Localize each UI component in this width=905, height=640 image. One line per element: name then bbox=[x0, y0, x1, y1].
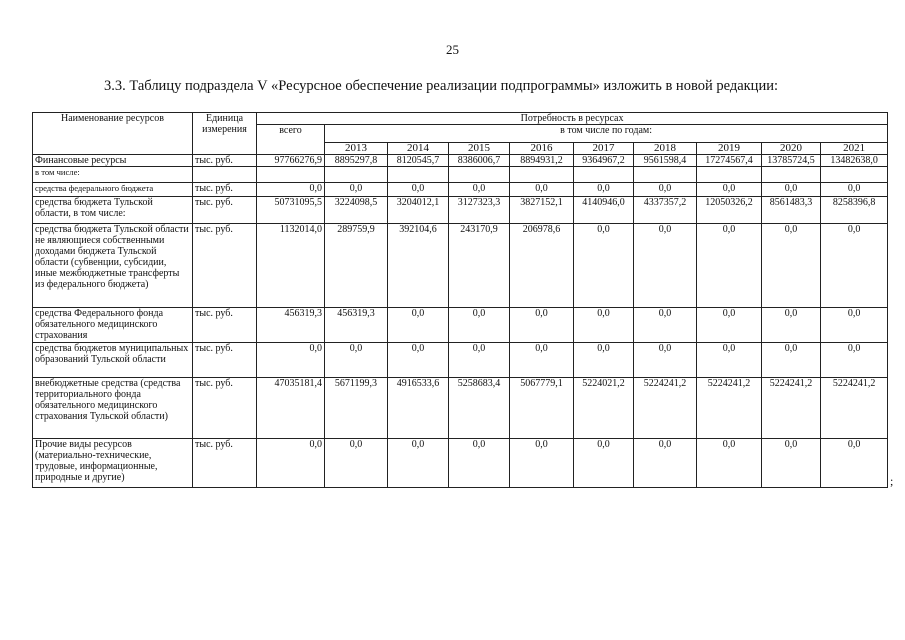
row-name: в том числе: bbox=[33, 167, 193, 183]
row-name: Финансовые ресурсы bbox=[33, 155, 193, 167]
row-year-value: 0,0 bbox=[449, 183, 510, 197]
table-row bbox=[33, 343, 888, 378]
row-year-value: 3204012,1 bbox=[388, 197, 449, 224]
row-year-value: 13785724,5 bbox=[762, 155, 821, 167]
row-unit: тыс. руб. bbox=[193, 224, 257, 308]
row-year-value: 0,0 bbox=[325, 183, 388, 197]
row-year-value: 0,0 bbox=[634, 183, 697, 197]
row-name: средства бюджетов муниципальных образований Тульской области bbox=[33, 343, 193, 378]
row-year-value: 0,0 bbox=[762, 183, 821, 197]
header-need: Потребность в ресурсах bbox=[257, 113, 888, 125]
table-row bbox=[33, 378, 888, 439]
header-year: 2014 bbox=[388, 143, 449, 155]
row-year-value: 392104,6 bbox=[388, 224, 449, 308]
row-name: средства Федерального фонда обязательного медицинского страхования bbox=[33, 308, 193, 343]
row-year-value: 9364967,2 bbox=[574, 155, 634, 167]
header-unit: Единица измерения bbox=[193, 113, 257, 155]
row-name: внебюджетные средства (средства территориального фонда обязательного медицинского страхования Тульской области) bbox=[33, 378, 193, 439]
row-year-value: 0,0 bbox=[510, 439, 574, 488]
row-year-value: 5224241,2 bbox=[697, 378, 762, 439]
row-unit: тыс. руб. bbox=[193, 197, 257, 224]
row-year-value: 0,0 bbox=[574, 343, 634, 378]
row-year-value: 0,0 bbox=[510, 343, 574, 378]
row-year-value: 0,0 bbox=[762, 343, 821, 378]
row-year-value: 0,0 bbox=[388, 439, 449, 488]
row-year-value: 0,0 bbox=[762, 439, 821, 488]
row-year-value: 0,0 bbox=[697, 343, 762, 378]
row-year-value: 0,0 bbox=[821, 183, 888, 197]
row-unit: тыс. руб. bbox=[193, 155, 257, 167]
table-row bbox=[33, 308, 888, 343]
row-unit: тыс. руб. bbox=[193, 343, 257, 378]
row-year-value: 8258396,8 bbox=[821, 197, 888, 224]
row-year-value: 5067779,1 bbox=[510, 378, 574, 439]
row-total: 97766276,9 bbox=[257, 155, 325, 167]
header-by-years: в том числе по годам: bbox=[325, 125, 888, 143]
header-year: 2020 bbox=[762, 143, 821, 155]
row-year-value: 8894931,2 bbox=[510, 155, 574, 167]
row-unit: тыс. руб. bbox=[193, 378, 257, 439]
row-unit: тыс. руб. bbox=[193, 439, 257, 488]
row-year-value: 0,0 bbox=[574, 183, 634, 197]
row-year-value: 0,0 bbox=[634, 224, 697, 308]
row-total: 456319,3 bbox=[257, 308, 325, 343]
row-year-value: 8895297,8 bbox=[325, 155, 388, 167]
row-total: 50731095,5 bbox=[257, 197, 325, 224]
resource-table bbox=[32, 112, 888, 488]
row-year-value: 0,0 bbox=[697, 224, 762, 308]
row-year-value: 5224241,2 bbox=[821, 378, 888, 439]
header-year: 2015 bbox=[449, 143, 510, 155]
row-name: средства бюджета Тульской области не являющиеся собственными доходами бюджета Тульской области (субвенции, субсидии, иные межбюджетные трансферты из федерального бюджета) bbox=[33, 224, 193, 308]
row-year-value: 0,0 bbox=[821, 343, 888, 378]
table-row bbox=[33, 167, 888, 183]
header-year: 2018 bbox=[634, 143, 697, 155]
row-year-value bbox=[388, 167, 449, 183]
header-year: 2016 bbox=[510, 143, 574, 155]
row-year-value: 4916533,6 bbox=[388, 378, 449, 439]
row-year-value bbox=[697, 167, 762, 183]
page-number: 25 bbox=[446, 42, 459, 57]
row-year-value: 0,0 bbox=[510, 308, 574, 343]
row-year-value: 456319,3 bbox=[325, 308, 388, 343]
row-year-value: 243170,9 bbox=[449, 224, 510, 308]
row-year-value bbox=[634, 167, 697, 183]
row-name: средства федерального бюджета bbox=[33, 183, 193, 197]
row-year-value bbox=[574, 167, 634, 183]
row-year-value: 13482638,0 bbox=[821, 155, 888, 167]
row-year-value: 5671199,3 bbox=[325, 378, 388, 439]
row-year-value bbox=[821, 167, 888, 183]
header-total: всего bbox=[257, 125, 325, 155]
row-total: 0,0 bbox=[257, 183, 325, 197]
header-year: 2021 bbox=[821, 143, 888, 155]
row-total: 0,0 bbox=[257, 343, 325, 378]
row-year-value: 0,0 bbox=[388, 343, 449, 378]
header-year: 2019 bbox=[697, 143, 762, 155]
section-heading: 3.3. Таблицу подраздела V «Ресурсное обеспечение реализации подпрограммы» изложить в новой редакции: bbox=[104, 78, 778, 94]
row-name: средства бюджета Тульской области, в том числе: bbox=[33, 197, 193, 224]
row-year-value: 0,0 bbox=[449, 439, 510, 488]
row-year-value: 0,0 bbox=[325, 439, 388, 488]
row-year-value: 0,0 bbox=[510, 183, 574, 197]
row-year-value: 0,0 bbox=[821, 224, 888, 308]
row-total: 1132014,0 bbox=[257, 224, 325, 308]
row-year-value: 3127323,3 bbox=[449, 197, 510, 224]
row-year-value: 17274567,4 bbox=[697, 155, 762, 167]
row-year-value: 0,0 bbox=[388, 308, 449, 343]
row-year-value: 3827152,1 bbox=[510, 197, 574, 224]
row-total bbox=[257, 167, 325, 183]
row-total: 0,0 bbox=[257, 439, 325, 488]
row-name: Прочие виды ресурсов (материально-технические, трудовые, информационные, природные и другие) bbox=[33, 439, 193, 488]
row-year-value: 8386006,7 bbox=[449, 155, 510, 167]
row-year-value bbox=[762, 167, 821, 183]
row-year-value: 0,0 bbox=[388, 183, 449, 197]
row-year-value: 5224021,2 bbox=[574, 378, 634, 439]
row-year-value: 0,0 bbox=[574, 439, 634, 488]
row-year-value: 0,0 bbox=[697, 308, 762, 343]
row-year-value bbox=[449, 167, 510, 183]
row-unit: тыс. руб. bbox=[193, 308, 257, 343]
row-year-value: 0,0 bbox=[634, 439, 697, 488]
row-year-value bbox=[510, 167, 574, 183]
row-year-value: 0,0 bbox=[762, 308, 821, 343]
header-year: 2017 bbox=[574, 143, 634, 155]
row-year-value: 0,0 bbox=[697, 439, 762, 488]
row-unit: тыс. руб. bbox=[193, 183, 257, 197]
row-year-value: 0,0 bbox=[821, 308, 888, 343]
row-year-value: 3224098,5 bbox=[325, 197, 388, 224]
table-row bbox=[33, 197, 888, 224]
header-year: 2013 bbox=[325, 143, 388, 155]
row-year-value: 9561598,4 bbox=[634, 155, 697, 167]
row-year-value: 0,0 bbox=[449, 308, 510, 343]
row-year-value: 8120545,7 bbox=[388, 155, 449, 167]
row-year-value: 5224241,2 bbox=[634, 378, 697, 439]
row-year-value: 0,0 bbox=[634, 343, 697, 378]
row-year-value: 4140946,0 bbox=[574, 197, 634, 224]
table-row bbox=[33, 155, 888, 167]
row-unit bbox=[193, 167, 257, 183]
row-year-value: 5224241,2 bbox=[762, 378, 821, 439]
row-year-value: 5258683,4 bbox=[449, 378, 510, 439]
row-year-value: 0,0 bbox=[762, 224, 821, 308]
row-year-value: 4337357,2 bbox=[634, 197, 697, 224]
row-year-value: 206978,6 bbox=[510, 224, 574, 308]
table-row bbox=[33, 224, 888, 308]
row-year-value: 0,0 bbox=[574, 224, 634, 308]
row-year-value: 0,0 bbox=[634, 308, 697, 343]
row-year-value: 0,0 bbox=[821, 439, 888, 488]
row-year-value: 289759,9 bbox=[325, 224, 388, 308]
header-name: Наименование ресурсов bbox=[33, 113, 193, 155]
row-year-value: 8561483,3 bbox=[762, 197, 821, 224]
row-year-value: 0,0 bbox=[697, 183, 762, 197]
row-year-value: 0,0 bbox=[325, 343, 388, 378]
table-row bbox=[33, 439, 888, 488]
row-year-value bbox=[325, 167, 388, 183]
row-year-value: 12050326,2 bbox=[697, 197, 762, 224]
trailing-semicolon: ; bbox=[890, 474, 894, 488]
row-year-value: 0,0 bbox=[574, 308, 634, 343]
row-total: 47035181,4 bbox=[257, 378, 325, 439]
row-year-value: 0,0 bbox=[449, 343, 510, 378]
table-row bbox=[33, 183, 888, 197]
